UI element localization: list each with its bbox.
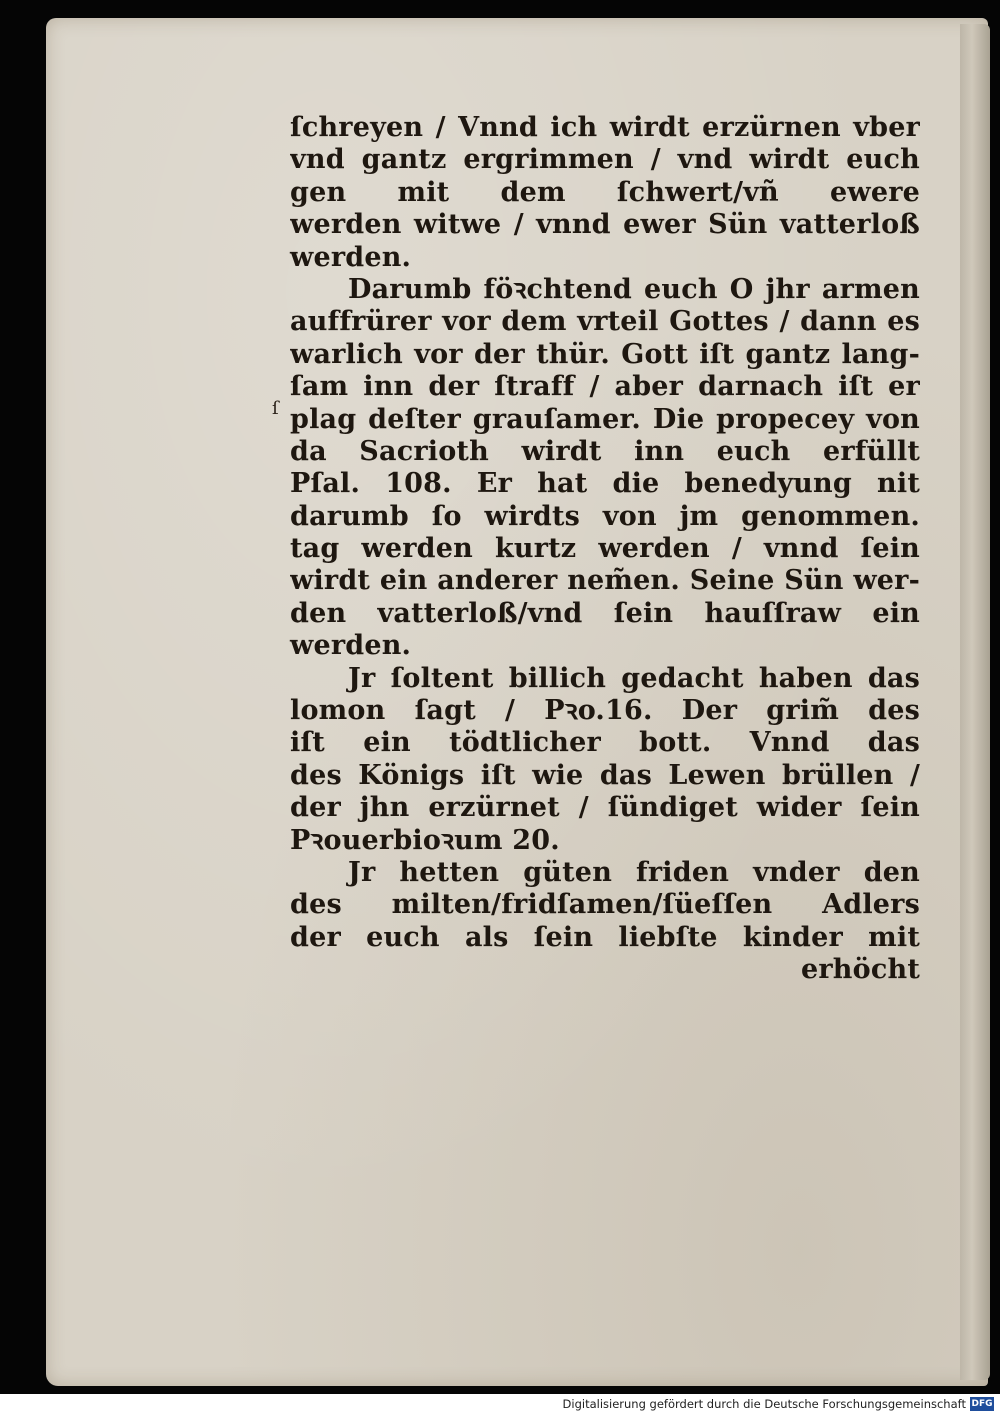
- text-line: warlich vor der thür. Gott iſt gantz lang-: [290, 338, 920, 370]
- text-line: wirdt ein anderer nem̃en. Seine Sün wer-: [290, 565, 920, 597]
- text-line: gen mit dem ſchwert/vñ ewere: [290, 176, 920, 208]
- text-line: darumb ſo wirdts von jm genommen.: [290, 500, 920, 532]
- text-line: der jhn erzürnet / ſündiget wider ſein: [290, 792, 920, 824]
- text-line: den vatterloß/vnd ſein hauſſraw ein: [290, 597, 920, 629]
- text-line: ſam inn der ſtraff / aber darnach iſt er: [290, 371, 920, 403]
- text-line: iſt ein tödtlicher bott. Vnnd das: [290, 727, 920, 759]
- text-line: Darumb föꝛchtend euch O jhr armen: [348, 273, 920, 305]
- text-line: tag werden kurtz werden / vnnd ſein: [290, 533, 920, 565]
- text-line: werden witwe / vnnd ewer Sün vatterloß: [290, 209, 920, 241]
- text-line: des Königs iſt wie das Lewen brüllen /: [290, 759, 920, 791]
- text-line: Jr ſoltent billich gedacht haben das: [348, 662, 920, 694]
- text-line: ſchreyen / Vnnd ich wirdt erzürnen vber: [290, 112, 920, 143]
- footer-credit: Digitalisierung gefördert durch die Deutsche Forschungsgemeinschaft: [562, 1397, 966, 1411]
- text-line: lomon ſagt / Pꝛo.16. Der grim̃ des: [290, 695, 920, 727]
- margin-mark: ſ: [272, 398, 279, 419]
- text-line: Pſal. 108. Er hat die benedyung nit: [290, 468, 920, 500]
- page-edge: [960, 24, 990, 1380]
- text-line: auffrürer vor dem vrteil Gottes / dann es: [290, 306, 920, 338]
- text-block: [290, 112, 920, 987]
- text-line: Jr hetten güten friden vnder den: [348, 856, 920, 888]
- dfg-logo-icon: DFG: [971, 1399, 993, 1409]
- text-line: vnd gantz ergrimmen / vnd wirdt euch: [290, 144, 920, 176]
- text-line: werden.: [290, 630, 412, 662]
- text-line: werden.: [290, 241, 412, 273]
- text-line: der euch als ſein liebſte kinder mit: [290, 921, 920, 953]
- text-line: da Sacrioth wirdt inn euch erfüllt: [290, 435, 920, 467]
- text-line: erhöcht: [801, 954, 920, 986]
- text-line: Pꝛouerbioꝛum 20.: [290, 824, 560, 856]
- text-line: des milten/fridſamen/ſüeſſen Adlers: [290, 889, 920, 921]
- text-line: plag deſter grauſamer. Die propecey von: [290, 403, 920, 435]
